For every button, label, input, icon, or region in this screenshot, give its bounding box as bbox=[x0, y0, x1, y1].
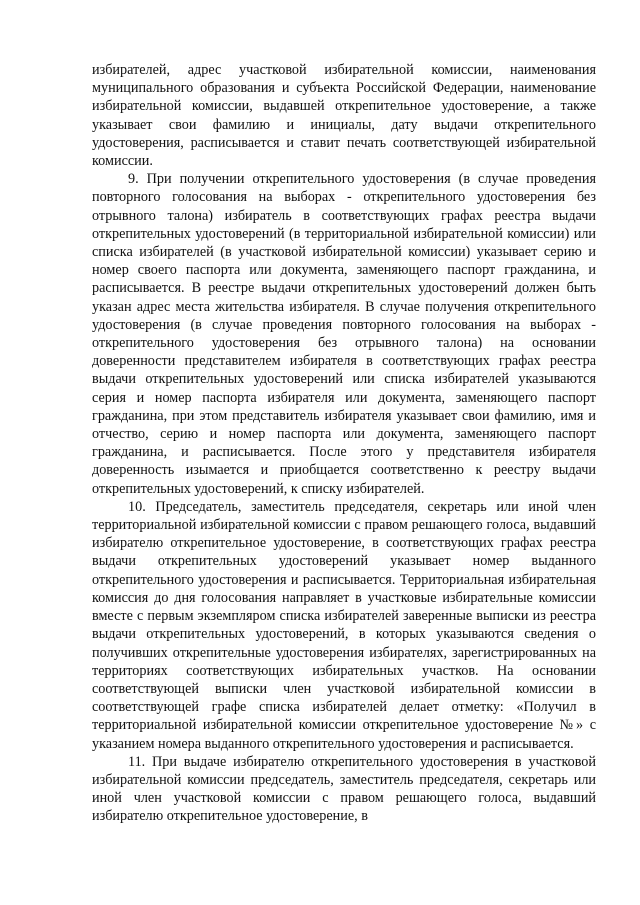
paragraph-continuation: избирателей, адрес участковой избирательной комиссии, наименования муниципального образования и субъекта Российской Федерации, наименование избирательной комиссии, выдавшей открепительное удостоверение, а также указывает свои фамилию и инициалы, дату выдачи открепительного удостоверения, расписывается и ставит печать соответствующей избирательной комиссии. bbox=[92, 62, 596, 170]
paragraph-item-11: 11. При выдаче избирателю открепительного удостоверения в участковой избирательной комиссии председатель, заместитель председателя, секретарь или иной член участковой комиссии с правом решающего голоса, выдавший избирателю открепительное удостоверение, в bbox=[92, 753, 596, 825]
paragraph-item-9: 9. При получении открепительного удостоверения (в случае проведения повторного голосования на выборах - открепительного удостоверения без отрывного талона) избиратель в соответствующих графах реестра выдачи открепительных удостоверений (в территориальной избирательной комиссии) или списка избирателей (в участковой избирательной комиссии) указывает серию и номер своего паспорта или документа, заменяющего паспорт гражданина, и расписывается. В реестре выдачи открепительных удостоверений должен быть указан адрес места жительства избирателя. В случае получения открепительного удостоверения (в случае проведения повторного голосования на выборах - открепительного удостоверения без отрывного талона) на основании доверенности представителем избирателя в соответствующих графах реестра выдачи открепительных удостоверений или списка избирателей указываются серия и номер паспорта избирателя или документа, заменяющего паспорт гражданина, при этом представитель избирателя указывает свои фамилию, имя и отчество, серию и номер паспорта или документа, заменяющего паспорт гражданина, и расписывается. После этого у представителя избирателя доверенность изымается и приобщается соответственно к реестру выдачи открепительных удостоверений, к списку избирателей. bbox=[92, 171, 596, 497]
paragraph-item-10: 10. Председатель, заместитель председателя, секретарь или иной член территориальной избирательной комиссии с правом решающего голоса, выдавший избирателю открепительное удостоверение, в соответствующих графах реестра выдачи открепительных удостоверений указывает номер выданного открепительного удостоверения и расписывается. Территориальная избирательная комиссия до дня голосования направляет в участковые избирательные комиссии вместе с первым экземпляром списка избирателей заверенные выписки из реестра выдачи открепительных удостоверений, в которых указываются сведения о получивших открепительные удостоверения избирателях, зарегистрированных на территориях соответствующих избирательных участков. На основании соответствующей выписки член участковой избирательной комиссии в соответствующей графе списка избирателей делает отметку: «Получил в территориальной избирательной комиссии открепительное удостоверение №» с указанием номера выданного открепительного удостоверения и расписывается. bbox=[92, 498, 596, 752]
document-page bbox=[92, 61, 596, 826]
